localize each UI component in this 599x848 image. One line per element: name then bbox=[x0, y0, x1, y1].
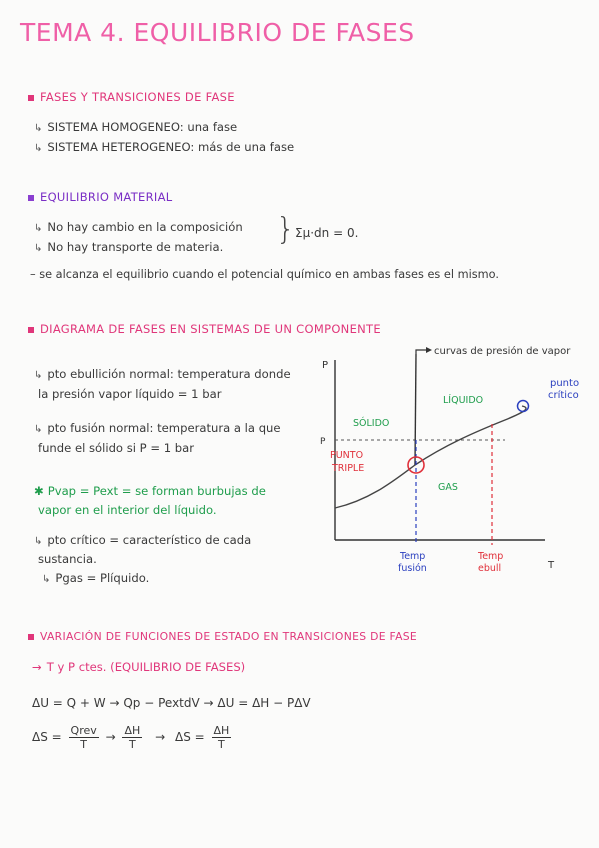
line-heterogeneo: ↳ SISTEMA HETEROGENEO: más de una fase bbox=[34, 140, 295, 154]
section-heading-equilibrio: EQUILIBRIO MATERIAL bbox=[28, 190, 172, 204]
section-heading-diagrama: DIAGRAMA DE FASES EN SISTEMAS DE UN COMPONENTE bbox=[28, 322, 381, 336]
page-title: TEMA 4. EQUILIBRIO DE FASES bbox=[20, 18, 415, 47]
punto-triple-label-2: TRIPLE bbox=[332, 463, 365, 474]
arrow-icon: ↳ bbox=[34, 424, 43, 435]
arrow-icon: ↳ bbox=[34, 370, 43, 381]
temp-fusion-label-1: Temp bbox=[400, 551, 426, 562]
bullet-icon bbox=[28, 327, 34, 333]
axis-t-label: T bbox=[548, 560, 555, 571]
line-transporte: ↳ No hay transporte de materia. bbox=[34, 240, 224, 254]
bullet-icon bbox=[28, 95, 34, 101]
punto-critico-label-1: punto bbox=[550, 378, 580, 389]
phase-diagram bbox=[310, 340, 599, 590]
arrow-icon: ↳ bbox=[34, 243, 43, 254]
temp-ebull-label-2: ebull bbox=[478, 563, 502, 574]
punto-critico-label-2: crítico bbox=[548, 390, 579, 401]
bullet-icon bbox=[28, 195, 34, 201]
p-tick-label: P bbox=[320, 437, 326, 447]
curvas-label: curvas de presión de vapor bbox=[434, 346, 571, 357]
line-ebullicion-1: ↳ pto ebullición normal: temperatura donde bbox=[34, 367, 291, 381]
arrow-icon: ↳ bbox=[34, 223, 43, 234]
arrow-icon: ↳ bbox=[34, 123, 43, 134]
axis-p-label: P bbox=[322, 360, 329, 371]
line-composicion: ↳ No hay cambio en la composición bbox=[34, 220, 243, 234]
line-pvap-1: ✱ Pvap = Pext = se forman burbujas de bbox=[34, 484, 266, 498]
temp-fusion-label-2: fusión bbox=[398, 563, 427, 574]
note-potencial-quimico: – se alcanza el equilibrio cuando el potencial químico en ambas fases es el mismo. bbox=[30, 268, 499, 281]
formula-energia-interna: ΔU = Q + W → Qp − PextdV → ΔU = ΔH − PΔV bbox=[32, 696, 311, 710]
arrow-icon: ↳ bbox=[42, 574, 51, 585]
line-critico-2: sustancia. bbox=[38, 552, 97, 566]
arrow-icon: ↳ bbox=[34, 143, 43, 154]
line-condiciones: → T y P ctes. (EQUILIBRIO DE FASES) bbox=[32, 660, 246, 674]
arrow-icon: ↳ bbox=[34, 536, 43, 547]
line-fusion-1: ↳ pto fusión normal: temperatura a la que bbox=[34, 421, 281, 435]
formula-equilibrio: Σμ·dn = 0. bbox=[295, 226, 359, 240]
line-critico-1: ↳ pto crítico = característico de cada bbox=[34, 533, 252, 547]
punto-triple-label-1: PUNTO bbox=[330, 450, 364, 461]
line-ebullicion-2: la presión vapor líquido = 1 bar bbox=[38, 387, 222, 401]
line-critico-3: ↳ Pgas = Plíquido. bbox=[42, 571, 150, 585]
gas-label: GAS bbox=[438, 482, 458, 493]
brace-icon: } bbox=[276, 212, 296, 247]
arrow-icon bbox=[426, 347, 432, 353]
temp-ebull-label-1: Temp bbox=[478, 551, 504, 562]
section-heading-fases: FASES Y TRANSICIONES DE FASE bbox=[28, 90, 235, 104]
line-pvap-2: vapor en el interior del líquido. bbox=[38, 503, 217, 517]
bullet-icon bbox=[28, 634, 34, 640]
line-fusion-2: funde el sólido si P = 1 bar bbox=[38, 441, 195, 455]
liquido-label: LÍQUIDO bbox=[443, 395, 484, 406]
section-heading-variacion: VARIACIÓN DE FUNCIONES DE ESTADO EN TRANSICIONES DE FASE bbox=[28, 630, 417, 643]
formula-entropia: ΔS = $\frac{\text{Qrev}}{T}$ → $\frac{\Delta H}{T}$ → ΔS = $\frac{\Delta H}{T}$ bbox=[32, 724, 230, 751]
solido-label: SÓLIDO bbox=[353, 418, 390, 429]
line-homogeneo: ↳ SISTEMA HOMOGENEO: una fase bbox=[34, 120, 238, 134]
